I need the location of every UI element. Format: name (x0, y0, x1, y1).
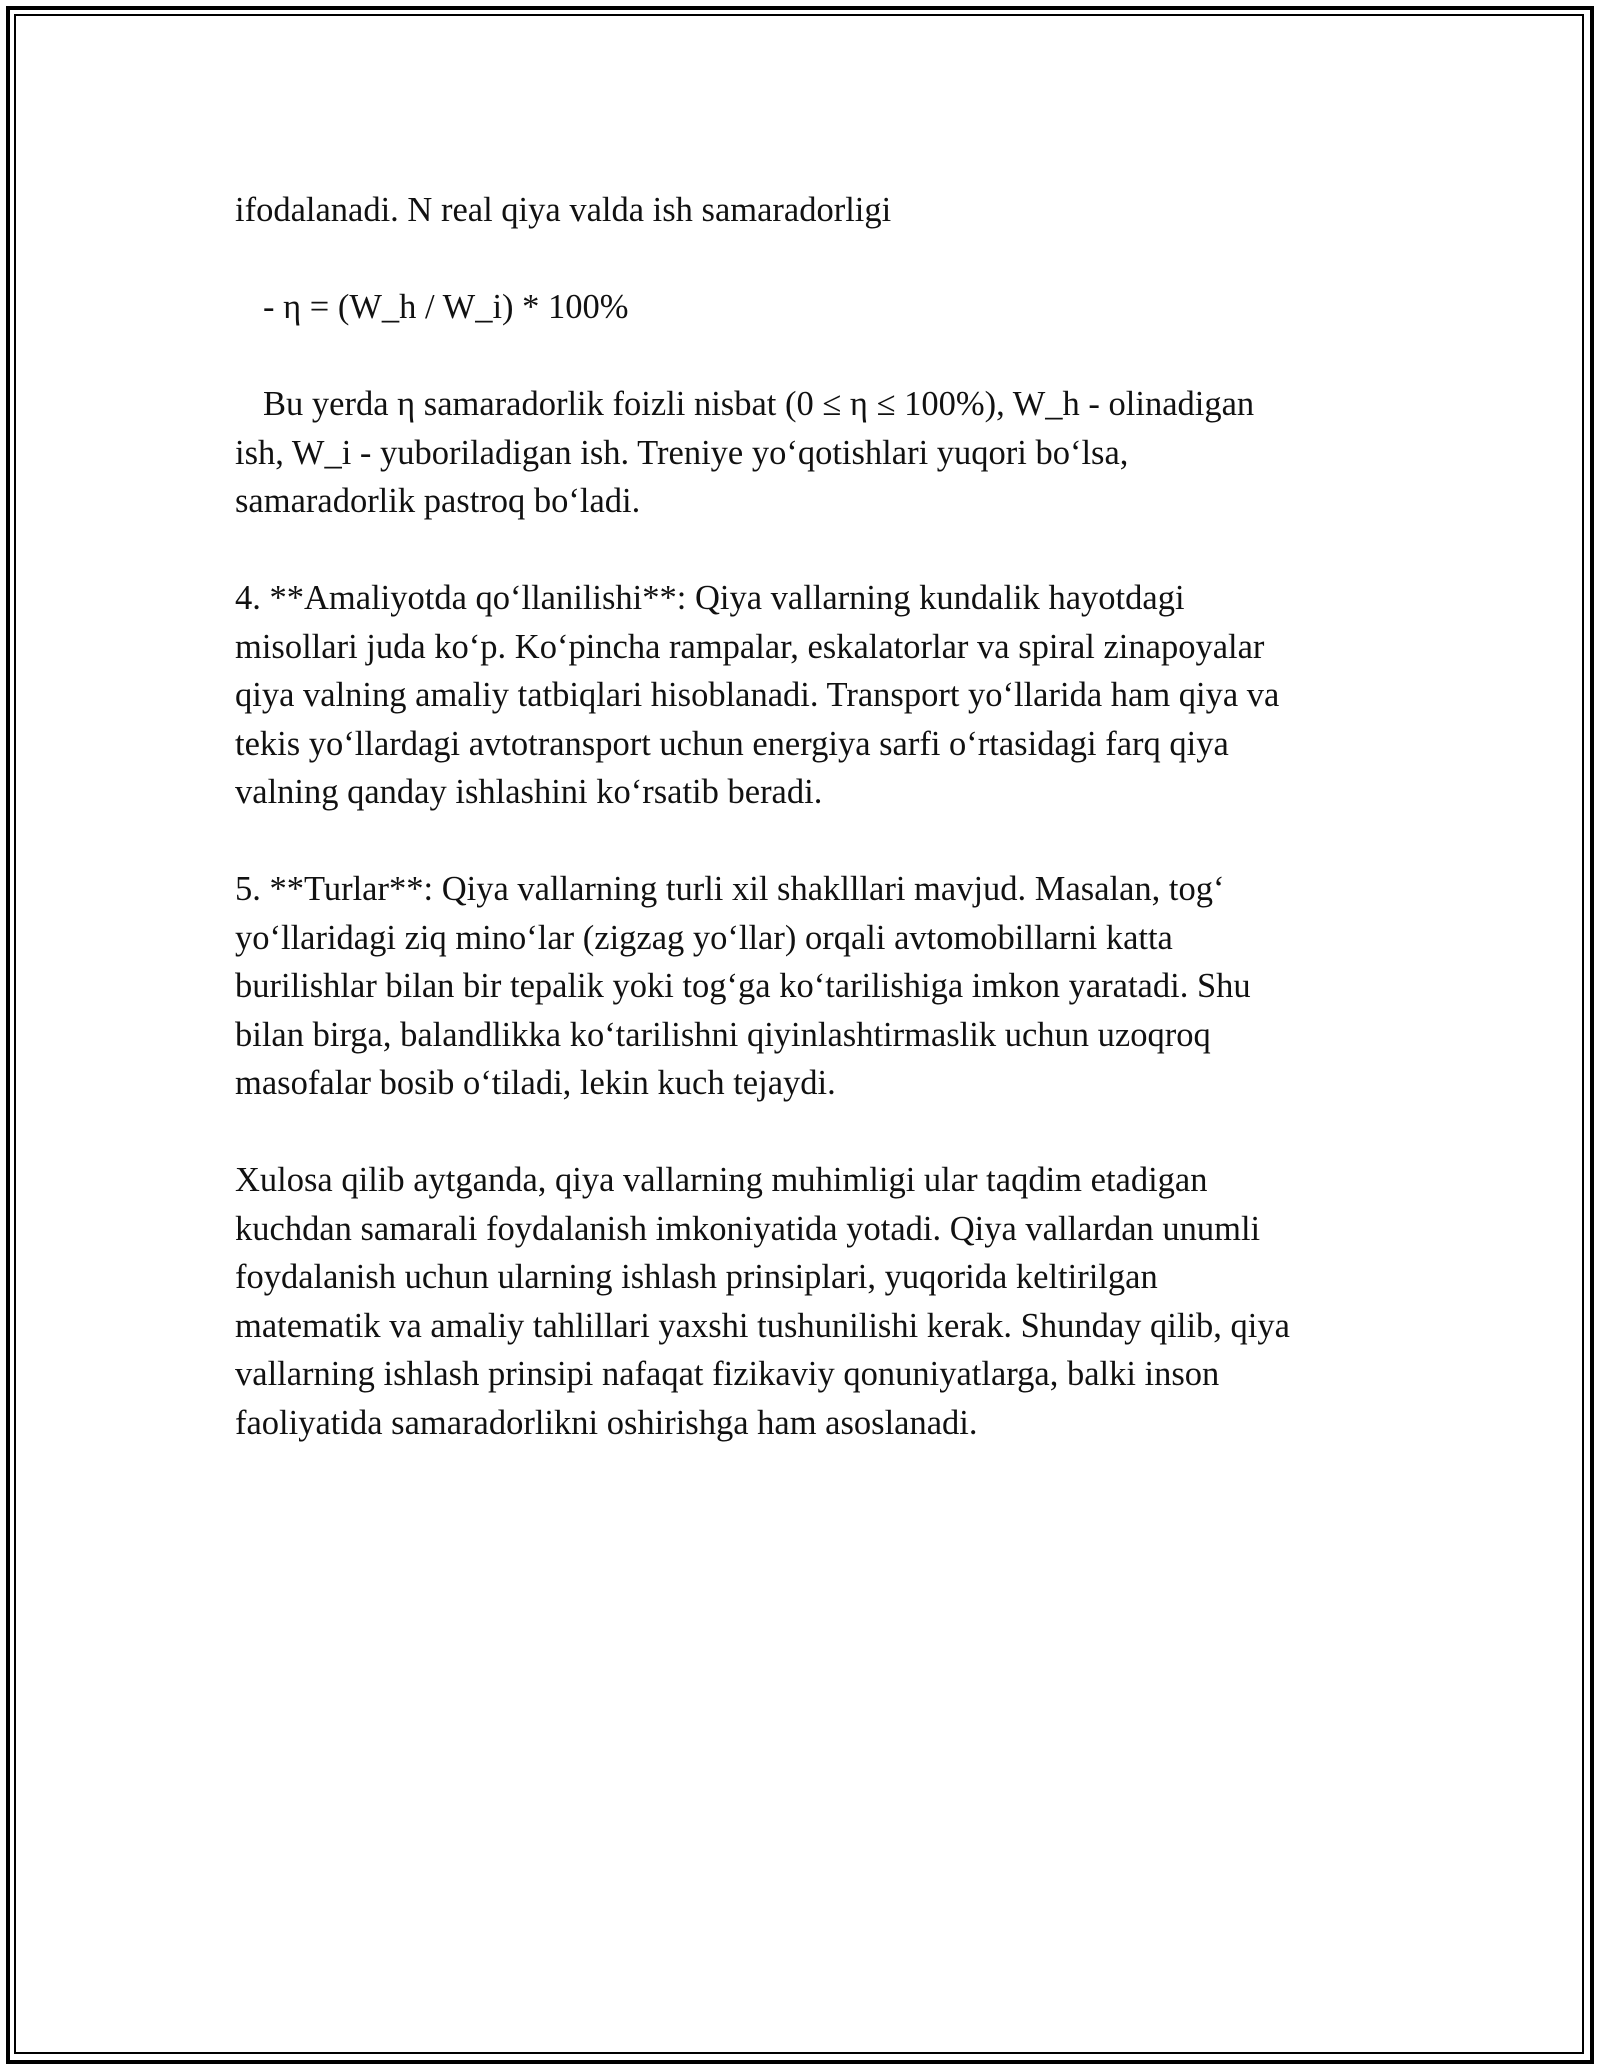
paragraph-applications: 4. **Amaliyotda qo‘llanilishi**: Qiya vallarning kundalik hayotdagi misollari juda ko‘p. Ko‘pincha rampalar, eskalatorlar va spiral zinapoyalar qiya valning amaliy tatbiqlari hisoblanadi. Transport yo‘llarida ham qiya va tekis yo‘llardagi avtotransport uchun energiya sarfi o‘rtasidagi farq qiya valning qanday ishlashini ko‘rsatib beradi. (235, 579, 1280, 811)
paragraph-intro: ifodalanadi. N real qiya valda ish samaradorligi (235, 191, 892, 229)
paragraph-spacer (235, 235, 1365, 284)
document-body (235, 186, 1365, 1447)
paragraph-formula-explanation: Bu yerda η samaradorlik foizli nisbat (0 ≤ η ≤ 100%), W_h - olinadigan ish, W_i - yuboriladigan ish. Treniye yo‘qotishlari yuqori bo‘lsa, samaradorlik pastroq bo‘ladi. (235, 385, 1255, 520)
paragraph-spacer (235, 1108, 1365, 1157)
paragraph-spacer (235, 332, 1365, 381)
paragraph-spacer (235, 817, 1365, 866)
paragraph-spacer (235, 526, 1365, 575)
efficiency-formula: - η = (W_h / W_i) * 100% (263, 288, 629, 326)
paragraph-types: 5. **Turlar**: Qiya vallarning turli xil shaklllari mavjud. Masalan, tog‘ yo‘llaridagi ziq mino‘lar (zigzag yo‘llar) orqali avtomobillarni katta burilishlar bilan bir tepalik yoki tog‘ga ko‘tarilishiga imkon yaratadi. Shu bilan birga, balandlikka ko‘tarilishni qiyinlashtirmaslik uchun uzoqroq masofalar bosib o‘tiladi, lekin kuch tejaydi. (235, 870, 1251, 1102)
paragraph-conclusion: Xulosa qilib aytganda, qiya vallarning muhimligi ular taqdim etadigan kuchdan samarali foydalanish imkoniyatida yotadi. Qiya vallardan unumli foydalanish uchun ularning ishlash prinsiplari, yuqorida keltirilgan matematik va amaliy tahlillari yaxshi tushunilishi kerak. Shunday qilib, qiya vallarning ishlash prinsipi nafaqat fizikaviy qonuniyatlarga, balki inson faoliyatida samaradorlikni oshirishga ham asoslanadi. (235, 1161, 1290, 1442)
